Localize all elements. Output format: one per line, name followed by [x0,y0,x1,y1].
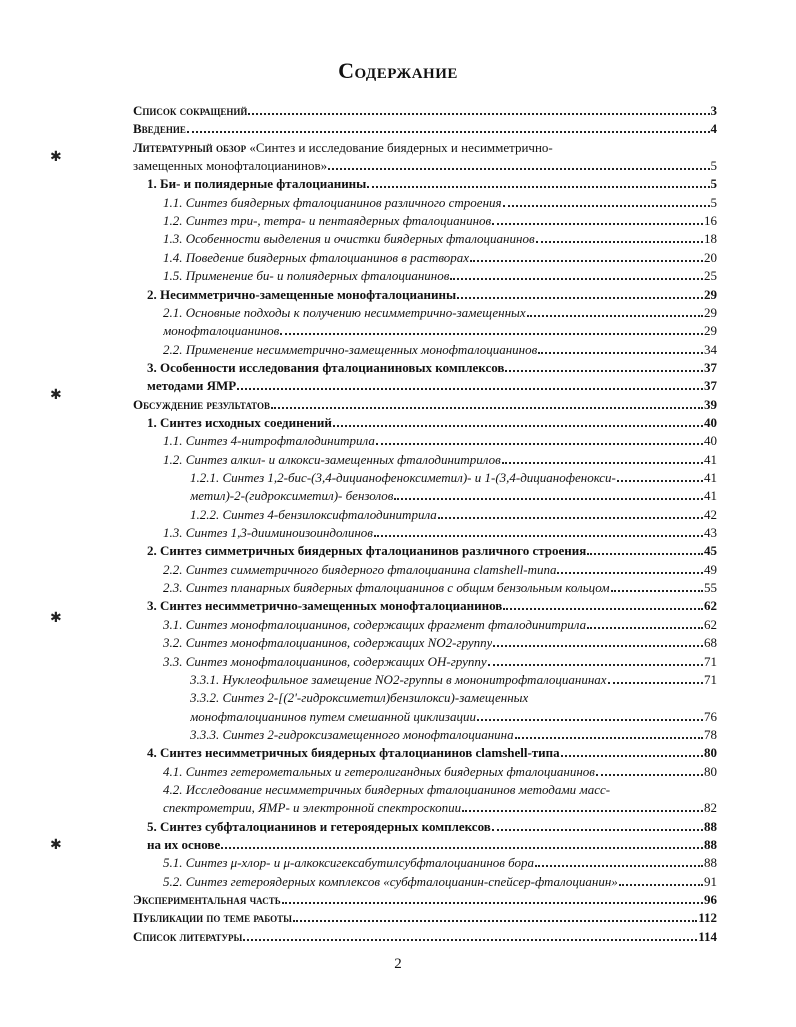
toc-entry-page: 71 [704,671,717,687]
dot-leader [477,718,703,721]
toc-entry-page: 37 [704,378,717,394]
toc-entry-title: 3.1. Синтез монофталоцианинов, содержащих фрагмент фталодинитрила [163,616,587,632]
toc-entry-page: 42 [704,506,717,522]
toc-entry[interactable] [190,505,717,522]
toc-entry-title: 3.2. Синтез монофталоцианинов, содержащих NO2-группу [163,635,493,651]
dot-leader [493,644,703,647]
toc-entry-title: 4.1. Синтез гетерометальных и гетеролигандных биядерных фталоцианинов [163,763,595,779]
toc-entry[interactable] [163,303,717,320]
dot-leader [333,424,703,427]
toc-entry-page: 91 [704,873,717,889]
toc-entry[interactable] [147,835,717,852]
toc-entry-page: 41 [704,488,717,504]
toc-entry[interactable] [163,633,717,650]
toc-entry-page: 29 [704,304,717,320]
toc-entry-title: 1.2. Синтез три-, тетра- и пентаядерных фталоцианинов [163,213,492,229]
toc-entry[interactable] [163,560,717,577]
toc-entry[interactable] [147,596,717,613]
toc-entry-title: 3.3. Синтез монофталоцианинов, содержащих OH-группу [163,653,487,669]
toc-entry-title: замещенных монофталоцианинов» [133,158,328,174]
toc-entry-page: 16 [704,213,717,229]
toc-entry-title: 2.2. Применение несимметрично-замещенных монофталоцианинов [163,341,538,357]
toc-entry[interactable] [163,266,717,283]
toc-entry-page: 80 [704,763,717,779]
dot-leader [293,919,697,922]
toc-entry[interactable] [133,101,717,118]
margin-mark-icon: ✱ [50,610,62,626]
toc-entry[interactable] [147,285,717,302]
toc-entry[interactable] [163,615,717,632]
dot-leader [515,736,703,739]
toc-entry-title: Введение [133,121,186,137]
toc-entry[interactable] [163,762,717,779]
toc-entry-page: 112 [698,910,717,926]
toc-entry-title: 1. Синтез исходных соединений [147,414,332,430]
dot-leader [470,259,703,262]
dot-leader [503,607,703,610]
toc-entry-title: 3. Особенности исследования фталоцианиновых комплексов [147,359,505,375]
toc-entry-title: Литературный обзор «Синтез и исследование биядерных и несимметрично- [133,139,553,155]
toc-entry[interactable] [133,908,717,925]
toc-entry[interactable] [163,780,693,797]
toc-entry-title: монофталоцианинов путем смешанной циклизации [190,708,476,724]
toc-entry-page: 20 [704,249,717,265]
toc-entry[interactable] [190,670,717,687]
dot-leader [438,516,703,519]
toc-entry-title: 4. Синтез несимметричных биядерных фталоцианинов clamshell-типа [147,745,560,761]
dot-leader [280,332,703,335]
toc-entry-title: 1.1. Синтез 4-нитрофталодинитрила [163,433,375,449]
toc-entry-page: 88 [704,818,717,834]
toc-entry[interactable] [163,193,717,210]
toc-entry-page: 71 [704,653,717,669]
dot-leader [237,387,703,390]
toc-entry-title: 1.3. Особенности выделения и очистки биядерных фталоцианинов [163,231,535,247]
page-title: Содержание [338,58,458,83]
toc-entry-page: 39 [704,396,717,412]
toc-entry[interactable] [163,523,717,540]
toc-entry-page: 78 [704,726,717,742]
toc-entry-page: 80 [704,745,717,761]
dot-leader [608,681,703,684]
toc-entry-page: 88 [704,837,717,852]
toc-entry-title: методами ЯМР [147,378,237,394]
toc-entry-page: 68 [704,635,717,651]
toc-entry-page: 40 [704,433,717,449]
toc-entry[interactable] [190,725,717,742]
toc-entry-page: 5 [710,194,717,210]
toc-entry[interactable] [147,174,717,191]
toc-entry-title: 2.3. Синтез планарных биядерных фталоцианинов с общим бензольным кольцом [163,580,610,596]
toc-entry-title: на их основе [147,837,221,852]
dot-leader [587,552,703,555]
toc-entry-title: 3.3.1. Нуклеофильное замещение NO2-группы в мононитрофталоцианинах [190,671,607,687]
toc-entry[interactable] [163,578,717,595]
toc-entry-title: спектрометрии, ЯМР- и электронной спектроскопии [163,800,462,816]
toc-entry-page: 76 [704,708,717,724]
toc-entry[interactable] [163,248,717,265]
toc-entry-page: 55 [704,580,717,596]
toc-entry-title: 2. Синтез симметричных биядерных фталоцианинов различного строения [147,543,587,559]
dot-leader [450,277,703,280]
toc-entry-page: 96 [704,892,717,908]
dot-leader [503,204,710,207]
dot-leader [492,828,703,831]
toc-entry-title: Список литературы [133,928,243,944]
dot-leader [271,406,703,409]
dot-leader [221,846,703,849]
dot-leader [619,883,703,886]
dot-leader [187,130,710,133]
toc-entry[interactable] [133,156,717,173]
toc-entry-title: 5. Синтез субфталоцианинов и гетероядерных комплексов [147,818,491,834]
dot-leader [535,864,703,867]
toc-entry-title: 3. Синтез несимметрично-замещенных монофталоцианинов [147,598,503,614]
toc-entry[interactable] [190,486,717,503]
dot-leader [462,809,703,812]
dot-leader [538,351,703,354]
toc-entry-page: 41 [704,470,717,485]
toc-entry-title: Список сокращений [133,103,248,118]
dot-leader [367,185,709,188]
toc-entry-title: Обсуждение результатов [133,396,271,412]
page-number: 2 [394,956,402,972]
toc-entry-title: монофталоцианинов [163,323,280,339]
toc-entry-page: 62 [704,598,717,614]
toc-entry-title: 1. Би- и полиядерные фталоцианины [147,176,367,192]
dot-leader [376,442,703,445]
toc-entry-page: 29 [704,286,717,302]
dot-leader [502,461,703,464]
toc-entry-title: 1.4. Поведение биядерных фталоцианинов в растворах [163,249,470,265]
toc-entry-page: 34 [704,341,717,357]
toc-entry[interactable] [147,541,717,558]
dot-leader [561,754,703,757]
toc-entry-page: 18 [704,231,717,247]
toc-entry-page: 43 [704,525,717,541]
toc-entry-page: 25 [704,268,717,284]
toc-entry[interactable] [147,358,717,375]
dot-leader [557,571,703,574]
dot-leader [527,314,703,317]
dot-leader [492,222,703,225]
toc-entry-page: 37 [704,359,717,375]
toc-entry-title: 1.2.1. Синтез 1,2-бис-(3,4-дицианофеноксиметил)- и 1-(3,4-дицианофенокси- [190,470,616,485]
toc-entry-title: 1.5. Применение би- и полиядерных фталоцианинов [163,268,450,284]
toc-entry[interactable] [190,707,717,724]
toc-entry[interactable] [133,927,717,944]
dot-leader [505,369,703,372]
dot-leader [394,497,703,500]
toc-entry-title: 2.1. Основные подходы к получению несимметрично-замещенных [163,304,526,320]
toc-entry-page: 40 [704,414,717,430]
toc-entry-page: 5 [710,176,717,192]
dot-leader [536,240,703,243]
toc-entry[interactable] [163,872,717,889]
toc-entry[interactable] [190,688,717,705]
toc-entry[interactable] [133,119,717,136]
dot-leader [243,938,697,941]
toc-entry-page: 114 [698,928,717,944]
toc-entry-title: 4.2. Исследование несимметричных биядерных фталоцианинов методами масс- [163,781,611,797]
toc-entry-title: 1.2. Синтез алкил- и алкокси-замещенных фталодинитрилов [163,451,501,467]
dot-leader [457,296,703,299]
toc-entry[interactable] [163,211,717,228]
toc-entry-page: 3 [710,103,717,118]
toc-entry-page: 45 [704,543,717,559]
dot-leader [374,534,703,537]
toc-entry-page: 82 [704,800,717,816]
toc-entry-page: 5 [710,158,717,174]
toc-entry[interactable] [147,376,717,393]
toc-entry[interactable] [147,743,717,760]
margin-mark-icon: ✱ [50,387,62,403]
toc-entry-title: 1.2.2. Синтез 4-бензилоксифталодинитрила [190,506,437,522]
toc-entry[interactable] [163,450,717,467]
toc-entry-page: 29 [704,323,717,339]
dot-leader [587,626,703,629]
toc-entry-title: 2.2. Синтез симметричного биядерного фталоцианина clamshell-типа [163,561,557,577]
dot-leader [596,773,703,776]
toc-entry[interactable] [163,652,717,669]
toc-entry[interactable] [163,798,717,815]
dot-leader [617,479,703,482]
toc-entry-title: 2. Несимметрично-замещенные монофталоцианины [147,286,457,302]
toc-entry-title: метил)-2-(гидроксиметил)- бензолов [190,488,394,504]
margin-mark-icon: ✱ [50,149,62,165]
toc-entry[interactable] [163,321,717,338]
dot-leader [248,112,709,115]
toc-entry[interactable] [147,413,717,430]
dot-leader [328,167,709,170]
toc-entry[interactable] [190,468,717,485]
toc-entry[interactable] [133,138,723,155]
toc-entry[interactable] [163,229,717,246]
toc-entry-title: 5.1. Синтез μ-хлор- и μ-алкоксигексабутилсубфталоцианинов бора [163,855,535,871]
toc-entry-page: 41 [704,451,717,467]
toc-entry-title: 3.3.3. Синтез 2-гидроксизамещенного монофталоцианина [190,726,514,742]
toc-entry-title: 5.2. Синтез гетероядерных комплексов «субфталоцианин-спейсер-фталоцианин» [163,873,618,889]
dot-leader [488,663,703,666]
toc-entry[interactable] [163,340,717,357]
toc-entry-page: 4 [710,121,717,137]
toc-entry-title: Экспериментальная часть [133,892,281,908]
toc-entry[interactable] [147,817,717,834]
toc-entry[interactable] [163,853,717,870]
dot-leader [611,589,703,592]
margin-mark-icon: ✱ [50,837,62,853]
toc-entry-title: 3.3.2. Синтез 2-[(2'-гидроксиметил)бензилокси)-замещенных [190,690,529,706]
toc-entry-page: 49 [704,561,717,577]
toc-entry-title: 1.3. Синтез 1,3-дииминоизоиндолинов [163,525,373,541]
toc-entry-title: 1.1. Синтез биядерных фталоцианинов различного строения [163,194,502,210]
toc-entry-page: 62 [704,616,717,632]
toc-entry[interactable] [133,395,717,412]
toc-entry-page: 88 [704,855,717,871]
toc-entry-title: Публикации по теме работы [133,910,293,926]
toc-entry[interactable] [133,890,717,907]
dot-leader [282,901,703,904]
toc-entry[interactable] [163,431,717,448]
